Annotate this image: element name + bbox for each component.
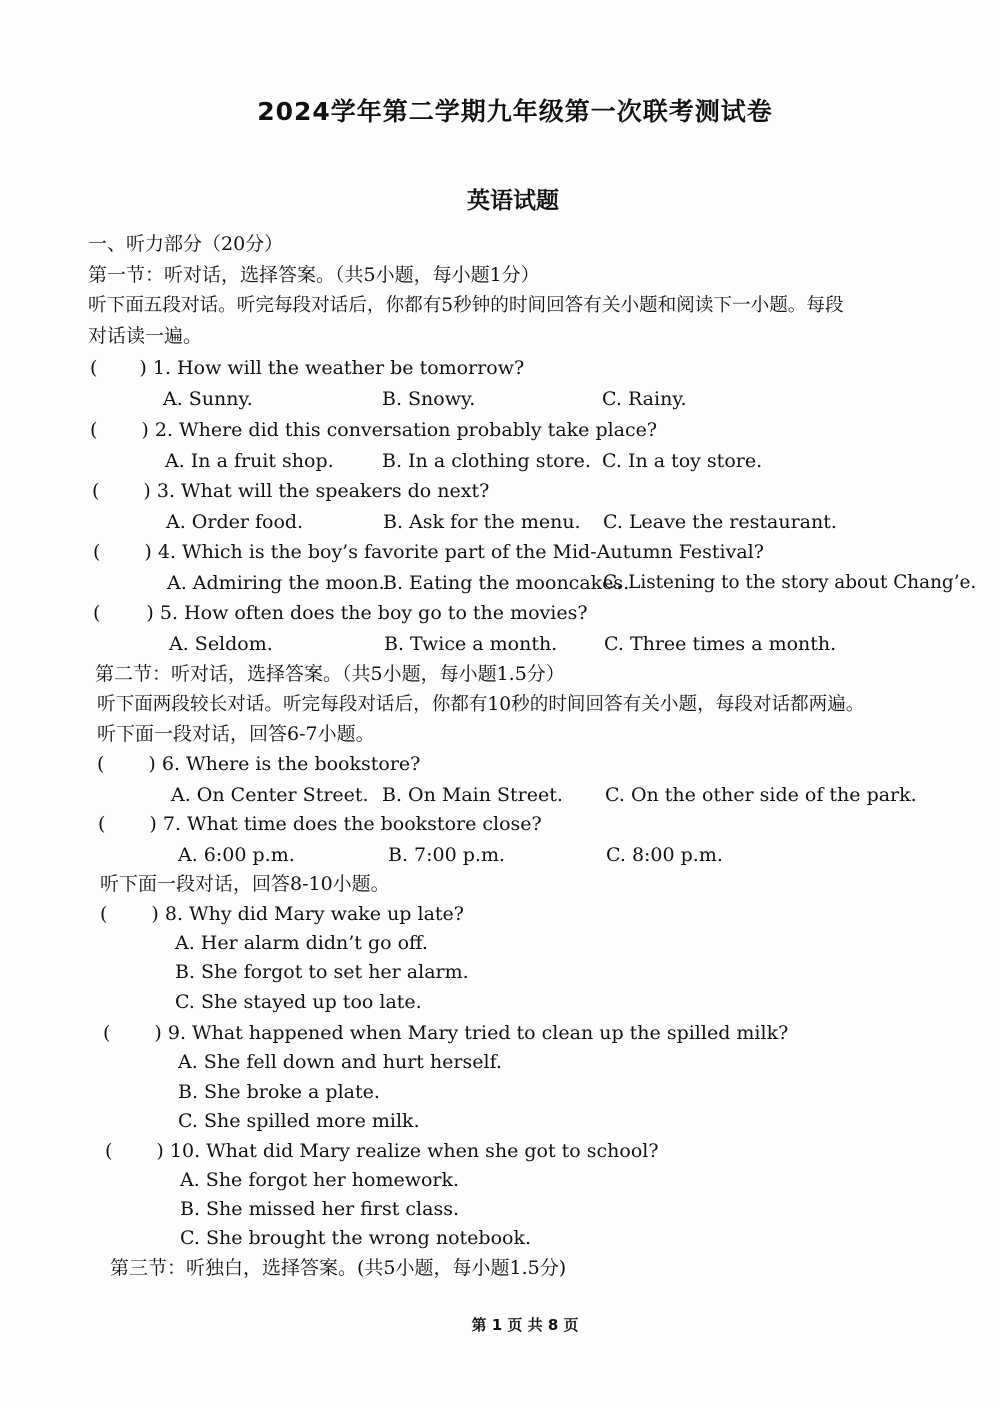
question-5 — [93, 601, 588, 625]
answer-paren-close: ) — [148, 753, 156, 775]
option-b: B. She broke a plate. — [178, 1081, 380, 1103]
option-a: A. 6:00 p.m. — [178, 844, 295, 866]
answer-paren-close: ) — [143, 480, 151, 502]
question-stem: 10. What did Mary realize when she got to school? — [169, 1140, 659, 1162]
answer-paren-open: ( — [90, 357, 98, 379]
section2-sub2: 听下面一段对话，回答8-10小题。 — [100, 873, 390, 895]
question-4 — [93, 540, 764, 564]
option-a: A. Admiring the moon. — [167, 572, 385, 594]
option-a: A. Sunny. — [163, 388, 253, 410]
answer-paren-open: ( — [98, 813, 106, 835]
section2-sub1: 听下面一段对话，回答6-7小题。 — [97, 723, 375, 745]
section1-instruction-line2: 对话读一遍。 — [88, 325, 203, 347]
answer-paren-close: ) — [144, 541, 152, 563]
question-7 — [98, 812, 542, 836]
question-stem: 3. What will the speakers do next? — [156, 480, 490, 502]
option-c: C. In a toy store. — [602, 450, 763, 472]
option-c: C. On the other side of the park. — [605, 784, 917, 806]
section2-instruction: 听下面两段较长对话。听完每段对话后，你都有10秒的时间回答有关小题，每段对话都两遍。 — [97, 694, 865, 715]
section1-heading: 第一节：听对话，选择答案。（共5小题，每小题1分） — [88, 264, 540, 286]
question-9 — [103, 1021, 788, 1045]
option-a: A. Seldom. — [169, 633, 273, 655]
option-a: A. She fell down and hurt herself. — [178, 1051, 502, 1073]
option-b: B. She forgot to set her alarm. — [175, 961, 469, 983]
option-b: B. 7:00 p.m. — [388, 844, 506, 866]
answer-paren-close: ) — [154, 1022, 162, 1044]
question-stem: 4. Which is the boy’s favorite part of the Mid-Autumn Festival? — [157, 541, 764, 563]
exam-title: 2024学年第二学期九年级第一次联考测试卷 — [257, 97, 773, 126]
page-number-footer: 第 1 页 共 8 页 — [471, 1316, 579, 1334]
option-a: A. She forgot her homework. — [180, 1169, 460, 1191]
option-a: A. Her alarm didn’t go off. — [175, 932, 428, 954]
option-b: B. Eating the mooncakes. — [383, 572, 630, 594]
question-2 — [90, 418, 657, 442]
section1-instruction-line1: 听下面五段对话。听完每段对话后，你都有5秒钟的时间回答有关小题和阅读下一小题。每段 — [88, 295, 844, 316]
question-6 — [97, 752, 420, 776]
option-c: C. Leave the restaurant. — [603, 511, 837, 533]
option-b: B. On Main Street. — [382, 784, 563, 806]
section3-heading: 第三节：听独白，选择答案。(共5小题，每小题1.5分) — [110, 1257, 567, 1279]
question-stem: 9. What happened when Mary tried to clean up the spilled milk? — [167, 1022, 789, 1044]
question-stem: 8. Why did Mary wake up late? — [164, 903, 464, 925]
question-stem: 5. How often does the boy go to the movies? — [159, 602, 588, 624]
question-stem: 2. Where did this conversation probably take place? — [154, 419, 658, 441]
answer-paren-open: ( — [97, 753, 105, 775]
answer-paren-close: ) — [146, 602, 154, 624]
part1-heading: 一、听力部分（20分） — [88, 233, 284, 255]
option-c: C. 8:00 p.m. — [606, 844, 723, 866]
answer-paren-close: ) — [139, 357, 147, 379]
option-b: B. Ask for the menu. — [383, 511, 581, 533]
answer-paren-close: ) — [156, 1140, 164, 1162]
section2-heading: 第二节：听对话，选择答案。（共5小题，每小题1.5分） — [95, 663, 565, 685]
exam-subtitle: 英语试题 — [467, 188, 559, 214]
answer-paren-open: ( — [92, 480, 100, 502]
option-c: C. Three times a month. — [604, 633, 837, 655]
option-b: B. In a clothing store. — [382, 450, 591, 472]
answer-paren-open: ( — [93, 541, 101, 563]
answer-paren-close: ) — [151, 903, 159, 925]
question-stem: 1. How will the weather be tomorrow? — [152, 357, 525, 379]
question-stem: 6. Where is the bookstore? — [161, 753, 421, 775]
answer-paren-close: ) — [149, 813, 157, 835]
answer-paren-open: ( — [90, 419, 98, 441]
answer-paren-open: ( — [105, 1140, 113, 1162]
question-stem: 7. What time does the bookstore close? — [162, 813, 542, 835]
option-c: C. She spilled more milk. — [178, 1110, 420, 1132]
answer-paren-close: ) — [141, 419, 149, 441]
option-c: C. She brought the wrong notebook. — [180, 1227, 531, 1249]
answer-paren-open: ( — [103, 1022, 111, 1044]
option-a: A. Order food. — [166, 511, 304, 533]
answer-paren-open: ( — [100, 903, 108, 925]
question-10 — [105, 1139, 659, 1163]
question-1 — [90, 356, 524, 380]
question-3 — [92, 479, 489, 503]
option-c: C. Rainy. — [602, 388, 687, 410]
option-b: B. Twice a month. — [384, 633, 558, 655]
question-8 — [100, 902, 464, 926]
option-b: B. Snowy. — [382, 388, 476, 410]
option-a: A. In a fruit shop. — [165, 450, 334, 472]
answer-paren-open: ( — [93, 602, 101, 624]
option-c: C. Listening to the story about Chang’e. — [603, 572, 977, 593]
option-c: C. She stayed up too late. — [175, 991, 422, 1013]
option-b: B. She missed her first class. — [180, 1198, 459, 1220]
option-a: A. On Center Street. — [171, 784, 369, 806]
